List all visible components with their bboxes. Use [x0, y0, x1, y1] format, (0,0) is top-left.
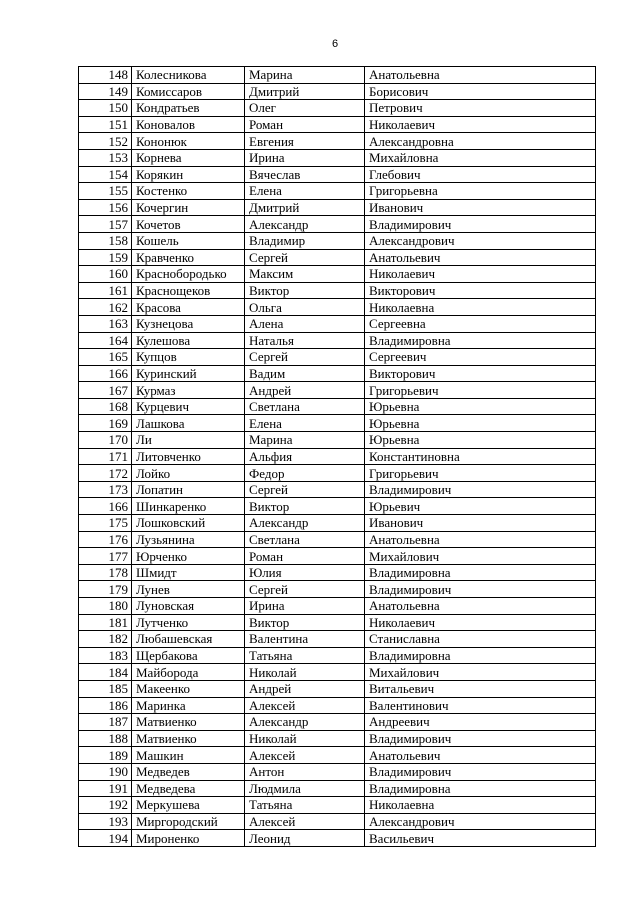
last-name-cell: Медведев: [132, 763, 245, 780]
row-number-cell: 180: [79, 598, 132, 615]
table-row: [79, 448, 596, 465]
patronymic-cell: Михайлович: [365, 548, 596, 565]
last-name-cell: Матвиенко: [132, 714, 245, 731]
first-name-cell: Елена: [245, 415, 365, 432]
patronymic-cell: Владимирович: [365, 581, 596, 598]
row-number-cell: 151: [79, 116, 132, 133]
first-name-cell: Сергей: [245, 581, 365, 598]
patronymic-cell: Васильевич: [365, 830, 596, 847]
first-name-cell: Дмитрий: [245, 199, 365, 216]
table-row: [79, 249, 596, 266]
table-row: [79, 232, 596, 249]
first-name-cell: Наталья: [245, 332, 365, 349]
patronymic-cell: Николаевич: [365, 116, 596, 133]
patronymic-cell: Николаевич: [365, 266, 596, 283]
first-name-cell: Евгения: [245, 133, 365, 150]
table-row: [79, 564, 596, 581]
first-name-cell: Ирина: [245, 149, 365, 166]
patronymic-cell: Анатольевич: [365, 747, 596, 764]
row-number-cell: 179: [79, 581, 132, 598]
last-name-cell: Лошковский: [132, 515, 245, 532]
last-name-cell: Кондратьев: [132, 100, 245, 117]
last-name-cell: Шинкаренко: [132, 498, 245, 515]
table-row: [79, 266, 596, 283]
first-name-cell: Андрей: [245, 382, 365, 399]
last-name-cell: Кулешова: [132, 332, 245, 349]
first-name-cell: Максим: [245, 266, 365, 283]
first-name-cell: Виктор: [245, 614, 365, 631]
patronymic-cell: Владимировна: [365, 564, 596, 581]
patronymic-cell: Анатольевна: [365, 67, 596, 84]
patronymic-cell: Витальевич: [365, 680, 596, 697]
row-number-cell: 150: [79, 100, 132, 117]
last-name-cell: Краснобородько: [132, 266, 245, 283]
first-name-cell: Марина: [245, 432, 365, 449]
first-name-cell: Светлана: [245, 398, 365, 415]
last-name-cell: Макеенко: [132, 680, 245, 697]
row-number-cell: 190: [79, 763, 132, 780]
last-name-cell: Ли: [132, 432, 245, 449]
last-name-cell: Курцевич: [132, 398, 245, 415]
table-row: [79, 432, 596, 449]
last-name-cell: Щербакова: [132, 647, 245, 664]
last-name-cell: Кузнецова: [132, 315, 245, 332]
row-number-cell: 156: [79, 199, 132, 216]
first-name-cell: Дмитрий: [245, 83, 365, 100]
table-row: [79, 680, 596, 697]
table-row: [79, 83, 596, 100]
patronymic-cell: Михайловна: [365, 149, 596, 166]
first-name-cell: Людмила: [245, 780, 365, 797]
last-name-cell: Коновалов: [132, 116, 245, 133]
first-name-cell: Олег: [245, 100, 365, 117]
table-row: [79, 614, 596, 631]
first-name-cell: Татьяна: [245, 647, 365, 664]
patronymic-cell: Сергеевич: [365, 349, 596, 366]
row-number-cell: 155: [79, 183, 132, 200]
first-name-cell: Марина: [245, 67, 365, 84]
first-name-cell: Вячеслав: [245, 166, 365, 183]
table-row: [79, 763, 596, 780]
table-row: [79, 598, 596, 615]
last-name-cell: Миргородский: [132, 813, 245, 830]
table-row: [79, 382, 596, 399]
table-row: [79, 365, 596, 382]
patronymic-cell: Анатольевич: [365, 249, 596, 266]
row-number-cell: 181: [79, 614, 132, 631]
last-name-cell: Кочергин: [132, 199, 245, 216]
patronymic-cell: Владимирович: [365, 763, 596, 780]
table-row: [79, 714, 596, 731]
last-name-cell: Корнева: [132, 149, 245, 166]
last-name-cell: Кравченко: [132, 249, 245, 266]
last-name-cell: Луновская: [132, 598, 245, 615]
first-name-cell: Алексей: [245, 747, 365, 764]
patronymic-cell: Сергеевна: [365, 315, 596, 332]
table-row: [79, 149, 596, 166]
first-name-cell: Андрей: [245, 680, 365, 697]
first-name-cell: Ирина: [245, 598, 365, 615]
row-number-cell: 149: [79, 83, 132, 100]
last-name-cell: Курмаз: [132, 382, 245, 399]
row-number-cell: 154: [79, 166, 132, 183]
first-name-cell: Роман: [245, 548, 365, 565]
first-name-cell: Елена: [245, 183, 365, 200]
first-name-cell: Алексей: [245, 813, 365, 830]
patronymic-cell: Николаевич: [365, 614, 596, 631]
row-number-cell: 157: [79, 216, 132, 233]
patronymic-cell: Викторович: [365, 365, 596, 382]
first-name-cell: Николай: [245, 664, 365, 681]
last-name-cell: Лашкова: [132, 415, 245, 432]
first-name-cell: Роман: [245, 116, 365, 133]
row-number-cell: 193: [79, 813, 132, 830]
first-name-cell: Ольга: [245, 299, 365, 316]
table-row: [79, 332, 596, 349]
row-number-cell: 183: [79, 647, 132, 664]
first-name-cell: Виктор: [245, 282, 365, 299]
row-number-cell: 164: [79, 332, 132, 349]
patronymic-cell: Николаевна: [365, 299, 596, 316]
table-row: [79, 349, 596, 366]
patronymic-cell: Михайлович: [365, 664, 596, 681]
patronymic-cell: Александровна: [365, 133, 596, 150]
last-name-cell: Купцов: [132, 349, 245, 366]
row-number-cell: 153: [79, 149, 132, 166]
patronymic-cell: Иванович: [365, 515, 596, 532]
roster-body: [79, 67, 596, 847]
patronymic-cell: Владимировна: [365, 780, 596, 797]
table-row: [79, 697, 596, 714]
first-name-cell: Антон: [245, 763, 365, 780]
last-name-cell: Кочетов: [132, 216, 245, 233]
roster-table: [78, 66, 596, 847]
patronymic-cell: Владимирович: [365, 216, 596, 233]
last-name-cell: Маринка: [132, 697, 245, 714]
row-number-cell: 189: [79, 747, 132, 764]
table-row: [79, 797, 596, 814]
table-row: [79, 315, 596, 332]
last-name-cell: Краснощеков: [132, 282, 245, 299]
last-name-cell: Любашевская: [132, 631, 245, 648]
table-row: [79, 631, 596, 648]
last-name-cell: Медведева: [132, 780, 245, 797]
last-name-cell: Корякин: [132, 166, 245, 183]
patronymic-cell: Юрьевна: [365, 432, 596, 449]
table-row: [79, 116, 596, 133]
table-row: [79, 830, 596, 847]
last-name-cell: Мироненко: [132, 830, 245, 847]
first-name-cell: Сергей: [245, 481, 365, 498]
first-name-cell: Юлия: [245, 564, 365, 581]
last-name-cell: Лойко: [132, 465, 245, 482]
last-name-cell: Кононюк: [132, 133, 245, 150]
row-number-cell: 166: [79, 498, 132, 515]
row-number-cell: 168: [79, 398, 132, 415]
last-name-cell: Колесникова: [132, 67, 245, 84]
last-name-cell: Лунев: [132, 581, 245, 598]
table-row: [79, 183, 596, 200]
table-row: [79, 730, 596, 747]
first-name-cell: Сергей: [245, 349, 365, 366]
first-name-cell: Светлана: [245, 531, 365, 548]
patronymic-cell: Валентинович: [365, 697, 596, 714]
patronymic-cell: Викторович: [365, 282, 596, 299]
last-name-cell: Комиссаров: [132, 83, 245, 100]
row-number-cell: 158: [79, 232, 132, 249]
patronymic-cell: Николаевна: [365, 797, 596, 814]
last-name-cell: Меркушева: [132, 797, 245, 814]
table-row: [79, 133, 596, 150]
row-number-cell: 170: [79, 432, 132, 449]
first-name-cell: Валентина: [245, 631, 365, 648]
row-number-cell: 166: [79, 365, 132, 382]
last-name-cell: Матвиенко: [132, 730, 245, 747]
table-row: [79, 531, 596, 548]
last-name-cell: Лузьянина: [132, 531, 245, 548]
table-row: [79, 515, 596, 532]
last-name-cell: Лопатин: [132, 481, 245, 498]
patronymic-cell: Григорьевна: [365, 183, 596, 200]
row-number-cell: 182: [79, 631, 132, 648]
row-number-cell: 169: [79, 415, 132, 432]
table-row: [79, 664, 596, 681]
first-name-cell: Федор: [245, 465, 365, 482]
row-number-cell: 185: [79, 680, 132, 697]
row-number-cell: 194: [79, 830, 132, 847]
row-number-cell: 186: [79, 697, 132, 714]
patronymic-cell: Анатольевна: [365, 531, 596, 548]
row-number-cell: 184: [79, 664, 132, 681]
row-number-cell: 171: [79, 448, 132, 465]
table-row: [79, 67, 596, 84]
table-row: [79, 813, 596, 830]
patronymic-cell: Петрович: [365, 100, 596, 117]
row-number-cell: 162: [79, 299, 132, 316]
last-name-cell: Красова: [132, 299, 245, 316]
row-number-cell: 176: [79, 531, 132, 548]
table-row: [79, 498, 596, 515]
last-name-cell: Костенко: [132, 183, 245, 200]
row-number-cell: 148: [79, 67, 132, 84]
patronymic-cell: Владимировна: [365, 647, 596, 664]
last-name-cell: Литовченко: [132, 448, 245, 465]
table-row: [79, 415, 596, 432]
patronymic-cell: Юрьевна: [365, 415, 596, 432]
row-number-cell: 191: [79, 780, 132, 797]
last-name-cell: Лутченко: [132, 614, 245, 631]
row-number-cell: 167: [79, 382, 132, 399]
table-row: [79, 647, 596, 664]
patronymic-cell: Глебович: [365, 166, 596, 183]
first-name-cell: Леонид: [245, 830, 365, 847]
row-number-cell: 188: [79, 730, 132, 747]
first-name-cell: Александр: [245, 714, 365, 731]
table-row: [79, 780, 596, 797]
first-name-cell: Виктор: [245, 498, 365, 515]
first-name-cell: Александр: [245, 515, 365, 532]
row-number-cell: 163: [79, 315, 132, 332]
first-name-cell: Вадим: [245, 365, 365, 382]
patronymic-cell: Борисович: [365, 83, 596, 100]
last-name-cell: Майборода: [132, 664, 245, 681]
patronymic-cell: Андреевич: [365, 714, 596, 731]
row-number-cell: 172: [79, 465, 132, 482]
last-name-cell: Шмидт: [132, 564, 245, 581]
row-number-cell: 178: [79, 564, 132, 581]
row-number-cell: 159: [79, 249, 132, 266]
first-name-cell: Николай: [245, 730, 365, 747]
last-name-cell: Кошель: [132, 232, 245, 249]
row-number-cell: 177: [79, 548, 132, 565]
first-name-cell: Алексей: [245, 697, 365, 714]
patronymic-cell: Станиславна: [365, 631, 596, 648]
first-name-cell: Альфия: [245, 448, 365, 465]
patronymic-cell: Юрьевич: [365, 498, 596, 515]
table-row: [79, 299, 596, 316]
patronymic-cell: Константиновна: [365, 448, 596, 465]
row-number-cell: 192: [79, 797, 132, 814]
patronymic-cell: Иванович: [365, 199, 596, 216]
row-number-cell: 175: [79, 515, 132, 532]
row-number-cell: 152: [79, 133, 132, 150]
first-name-cell: Сергей: [245, 249, 365, 266]
table-row: [79, 282, 596, 299]
patronymic-cell: Александрович: [365, 232, 596, 249]
table-row: [79, 166, 596, 183]
table-row: [79, 581, 596, 598]
last-name-cell: Машкин: [132, 747, 245, 764]
table-row: [79, 216, 596, 233]
patronymic-cell: Владимирович: [365, 481, 596, 498]
row-number-cell: 187: [79, 714, 132, 731]
first-name-cell: Татьяна: [245, 797, 365, 814]
table-row: [79, 747, 596, 764]
table-row: [79, 199, 596, 216]
table-row: [79, 465, 596, 482]
row-number-cell: 173: [79, 481, 132, 498]
page-number: 6: [331, 38, 339, 50]
patronymic-cell: Юрьевна: [365, 398, 596, 415]
patronymic-cell: Александрович: [365, 813, 596, 830]
table-row: [79, 481, 596, 498]
first-name-cell: Владимир: [245, 232, 365, 249]
first-name-cell: Александр: [245, 216, 365, 233]
last-name-cell: Юрченко: [132, 548, 245, 565]
row-number-cell: 160: [79, 266, 132, 283]
patronymic-cell: Григорьевич: [365, 382, 596, 399]
last-name-cell: Куринский: [132, 365, 245, 382]
row-number-cell: 165: [79, 349, 132, 366]
table-row: [79, 398, 596, 415]
patronymic-cell: Анатольевна: [365, 598, 596, 615]
patronymic-cell: Григорьевич: [365, 465, 596, 482]
patronymic-cell: Владимирович: [365, 730, 596, 747]
patronymic-cell: Владимировна: [365, 332, 596, 349]
first-name-cell: Алена: [245, 315, 365, 332]
table-row: [79, 548, 596, 565]
table-row: [79, 100, 596, 117]
row-number-cell: 161: [79, 282, 132, 299]
